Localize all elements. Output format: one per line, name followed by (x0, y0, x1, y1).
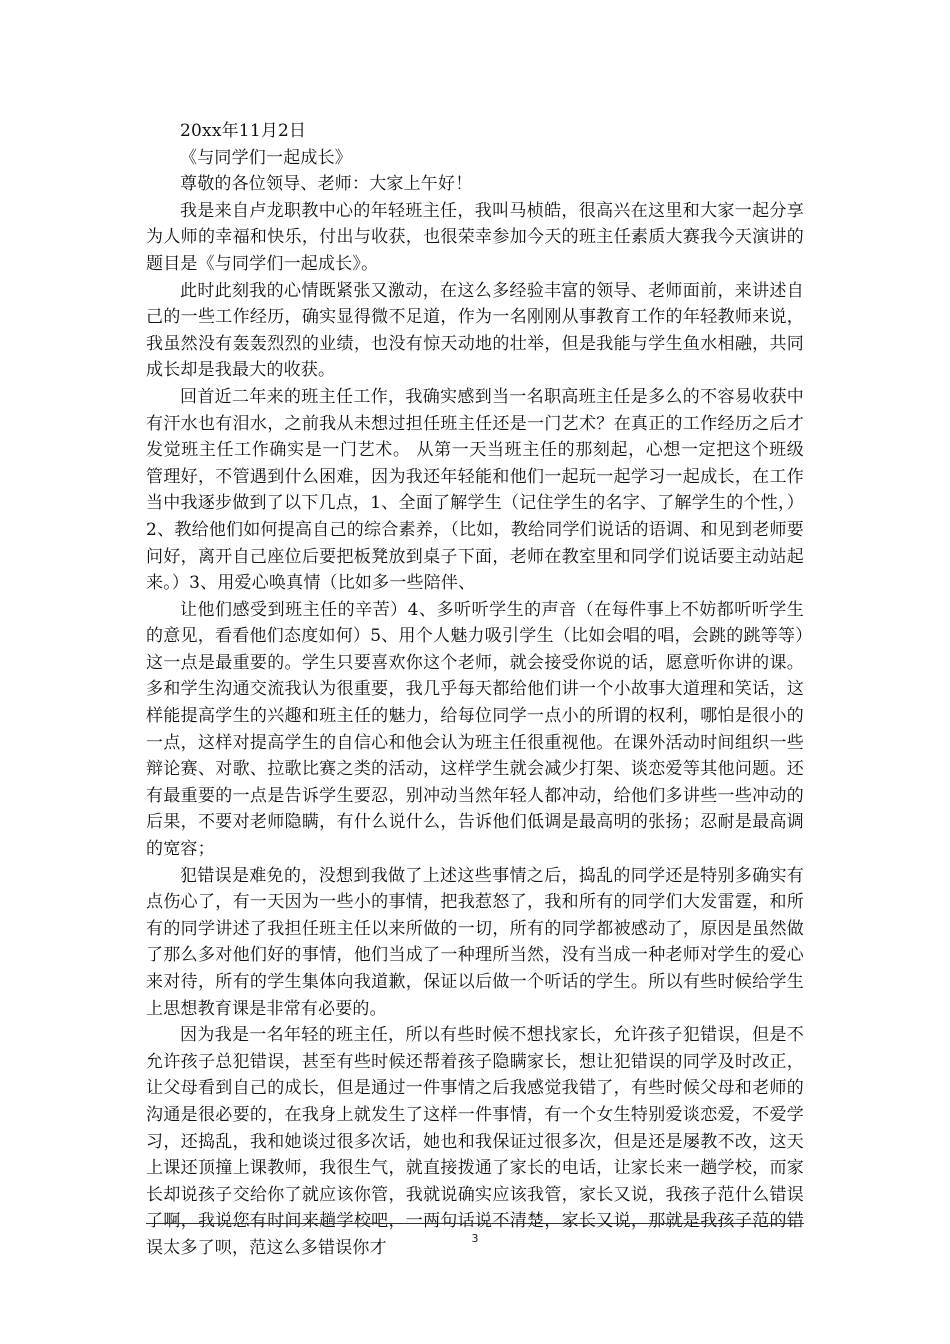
body-paragraph: 因为我是一名年轻的班主任，所以有些时候不想找家长，允许孩子犯错误，但是不允许孩子总犯错误，甚至有些时候还帮着孩子隐瞒家长，想让犯错误的同学及时改正，让父母看到自己的成长，但是通过一件事情之后我感觉我错了，有些时候父母和老师的沟通是很必要的，在我身上就发生了这样一件事情，有一个女生特别爱谈恋爱，不爱学习，还捣乱，我和她谈过很多次话，她也和我保证过很多次，但是还是屡教不改，这天上课还顶撞上课教师，我很生气，就直接拨通了家长的电话，让家长来一趟学校，而家长却说孩子交给你了就应该你管，我就说确实应该我管，家长又说，我孩子范什么错误了啊，我说您有时间来趟学校吧，一两句话说不清楚，家长又说，那就是我孩子范的错误太多了呗，范这么多错误你才 (146, 1025, 804, 1258)
body-paragraph: 我是来自卢龙职教中心的年轻班主任，我叫马桢皓，很高兴在这里和大家一起分享为人师的幸福和快乐，付出与收获，也很荣幸参加今天的班主任素质大赛我今天演讲的题目是《与同学们一起成长》。 (146, 200, 804, 274)
body-paragraph: 此时此刻我的心情既紧张又激动，在这么多经验丰富的领导、老师面前，来讲述自己的一些工作经历，确实显得微不足道，作为一名刚刚从事教育工作的年轻教师来说，我虽然没有轰轰烈烈的业绩，也没有惊天动地的壮举，但是我能与学生鱼水相融，共同成长却是我最大的收获。 (146, 280, 804, 381)
body-paragraph: 让他们感受到班主任的辛苦）4、多听听学生的声音（在每件事上不妨都听听学生的意见，看看他们态度如何）5、用个人魅力吸引学生（比如会唱的唱，会跳的跳等等）这一点是最重要的。学生只要喜欢你这个老师，就会接受你说的话，愿意听你讲的课。多和学生沟通交流我认为很重要，我几乎每天都给他们讲一个小故事大道理和笑话，这样能提高学生的兴趣和班主任的魅力，给每位同学一点小的所谓的权利，哪怕是很小的一点，这样对提高学生的自信心和他会认为班主任很重视他。在课外活动时间组织一些辩论赛、对歌、拉歌比赛之类的活动，这样学生就会减少打架、谈恋爱等其他问题。还有最重要的一点是告诉学生要忍，别冲动当然年轻人都冲动，给他们多讲些一些冲动的后果，不要对老师隐瞒，有什么说什么，告诉他们低调是最高明的张扬；忍耐是最高调的宽容； (146, 599, 804, 860)
body-paragraph: 回首近二年来的班主任工作，我确实感到当一名职高班主任是多么的不容易收获中有汗水也有泪水，之前我从未想过担任班主任还是一门艺术？在真正的工作经历之后才发觉班主任工作确实是一门艺术。 从第一天当班主任的那刻起，心想一定把这个班级管理好，不管遇到什么困难，因为我还年轻能和他们一起玩一起学习一起成长，在工作当中我逐步做到了以下几点，1、全面了解学生（记住学生的名字、了解学生的个性，）2、教给他们如何提高自己的综合素养，（比如，教给同学们说话的语调、和见到老师要问好，离开自己座位后要把板凳放到桌子下面，老师在教室里和同学们说话要主动站起来。）3、用爱心唤真情（比如多一些陪伴、 (146, 386, 804, 594)
footer-divider (146, 1223, 804, 1224)
salutation: 尊敬的各位领导、老师：大家上午好！ (180, 174, 473, 195)
body-paragraph: 犯错误是难免的，没想到我做了上述这些事情之后，捣乱的同学还是特别多确实有点伤心了，有一天因为一些小的事情，把我惹怒了，我和所有的同学们大发雷霆，和所有的同学讲述了我担任班主任以来所做的一切，所有的同学都被感动了，原因是虽然做了那么多对他们好的事情，他们当成了一种理所当然，没有当成一种老师对学生的爱心来对待，所有的学生集体向我道歉，保证以后做一个听话的学生。所以有些时候给学生上思想教育课是非常有必要的。 (146, 865, 804, 1019)
speech-title: 《与同学们一起成长》 (180, 147, 352, 168)
date-line: 20xx年11月2日 (180, 121, 307, 141)
document-body (146, 118, 804, 1262)
page-number: 3 (471, 1232, 479, 1245)
